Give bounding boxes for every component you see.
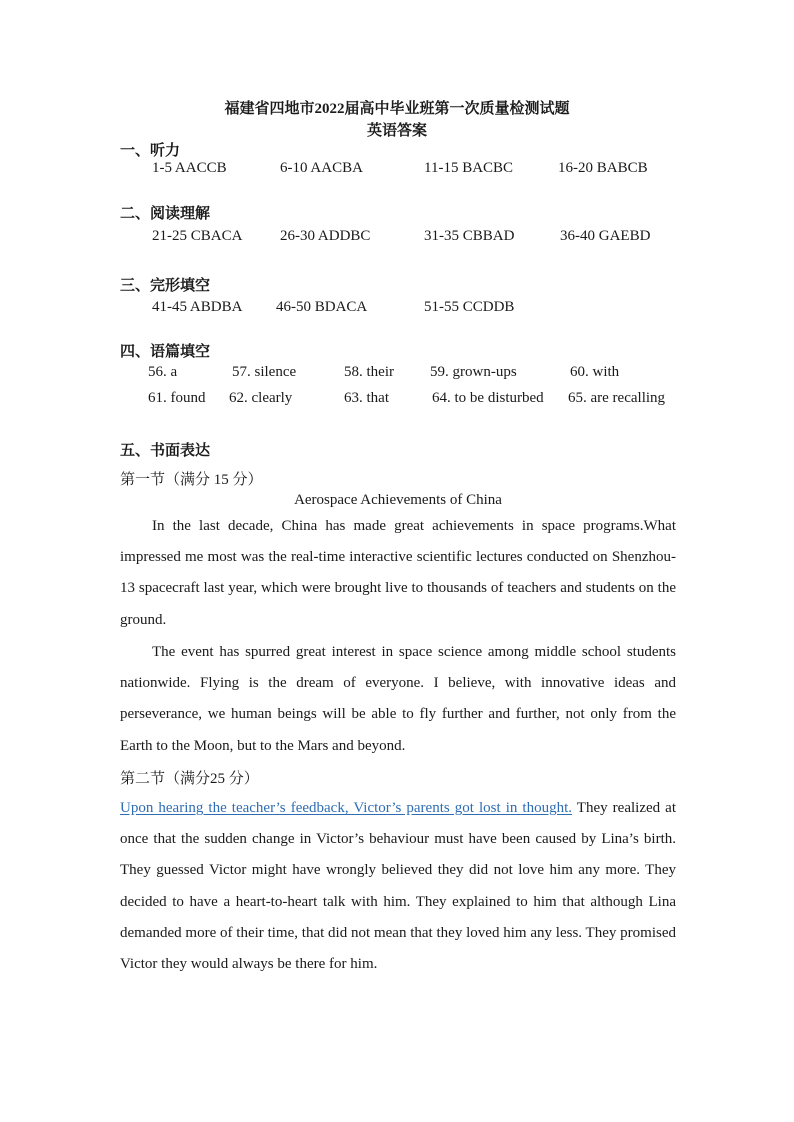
answer-item: 63. that bbox=[344, 390, 389, 406]
essay-paragraph-2: The event has spurred great interest in space science among middle school students nationwide. Flying is the dream of everyone. I believe, with innovative ideas and perseverance, we human beings will be able to fly further and further, not only from the Earth to the Moon, but to the Mars and beyond. bbox=[120, 644, 676, 754]
continuation-text: They realized at once that the sudden change in Victor’s behaviour must have been caused by Lina’s birth. They guessed Victor might have wrongly believed they did not love him any more. They decided to have a heart-to-heart talk with him. They explained to him that although Lina demanded more of their time, that did not mean that they loved him any less. They promised Victor they would always be there for him. bbox=[120, 800, 677, 973]
page-subtitle: 英语答案 bbox=[366, 123, 427, 139]
page-title: 福建省四地市2022届高中毕业班第一次质量检测试题 bbox=[224, 101, 570, 117]
answer-group: 1-5 AACCB bbox=[152, 160, 227, 176]
answer-group: 46-50 BDACA bbox=[276, 299, 368, 315]
answer-group: 26-30 ADDBC bbox=[280, 228, 371, 244]
essay-title: Aerospace Achievements of China bbox=[294, 492, 502, 508]
answer-group: 6-10 AACBA bbox=[280, 160, 363, 176]
answer-item: 61. found bbox=[148, 390, 206, 406]
answer-item: 62. clearly bbox=[229, 390, 293, 406]
writing-part2-label: 第二节（满分25 分） bbox=[120, 771, 259, 787]
section-heading-listening: 一、听力 bbox=[120, 143, 181, 159]
answer-group: 11-15 BACBC bbox=[424, 160, 514, 176]
continuation-paragraph bbox=[120, 793, 676, 980]
essay-paragraph-1: In the last decade, China has made great achievements in space programs.What impressed me most was the real-time interactive scientific lectures conducted on Shenzhou-13 spacecraft last year, which were brought live to thousands of teachers and students on the ground. bbox=[120, 518, 676, 628]
answer-item: 57. silence bbox=[232, 364, 297, 380]
answer-group: 31-35 CBBAD bbox=[424, 228, 515, 244]
answer-item: 59. grown-ups bbox=[430, 364, 517, 380]
lead-sentence: Upon hearing the teacher’s feedback, Victor’s parents got lost in thought. bbox=[120, 800, 573, 816]
section-heading-cloze: 三、完形填空 bbox=[120, 278, 211, 294]
section-heading-reading: 二、阅读理解 bbox=[120, 206, 211, 222]
answer-item: 64. to be disturbed bbox=[432, 390, 544, 406]
section-heading-grammar-fill: 四、语篇填空 bbox=[120, 344, 211, 360]
section-heading-writing: 五、书面表达 bbox=[120, 443, 211, 459]
answer-item: 60. with bbox=[570, 364, 620, 380]
answer-item: 56. a bbox=[148, 364, 178, 380]
answer-group: 36-40 GAEBD bbox=[560, 228, 651, 244]
answer-group: 51-55 CCDDB bbox=[424, 299, 515, 315]
answer-group: 21-25 CBACA bbox=[152, 228, 243, 244]
answer-item: 58. their bbox=[344, 364, 394, 380]
answer-group: 41-45 ABDBA bbox=[152, 299, 243, 315]
answer-item: 65. are recalling bbox=[568, 390, 666, 406]
answer-group: 16-20 BABCB bbox=[558, 160, 648, 176]
writing-part1-label: 第一节（满分 15 分） bbox=[120, 472, 263, 488]
